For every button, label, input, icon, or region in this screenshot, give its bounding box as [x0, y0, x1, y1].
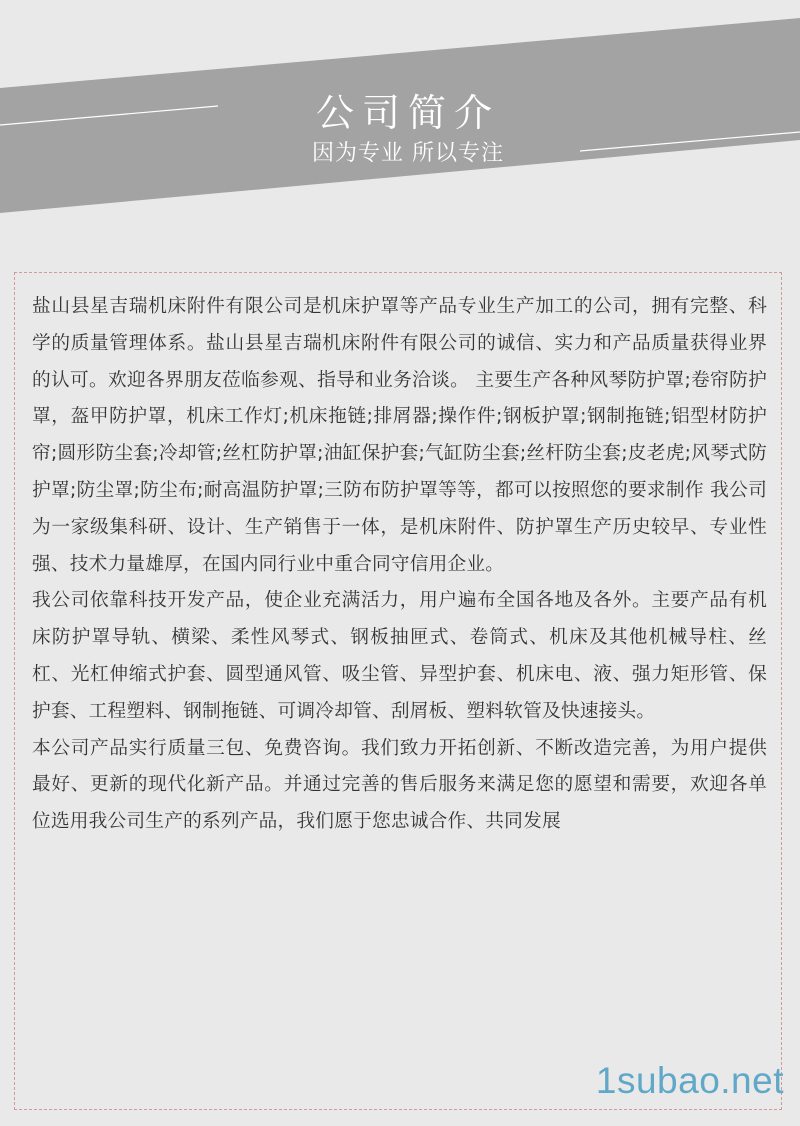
site-watermark: 1subao.net [595, 1060, 784, 1101]
page-subtitle: 因为专业 所以专注 [312, 141, 504, 166]
company-intro-box [14, 272, 782, 1110]
intro-paragraph: 盐山县星吉瑞机床附件有限公司是机床护罩等产品专业生产加工的公司，拥有完整、科学的质量管理体系。盐山县星吉瑞机床附件有限公司的诚信、实力和产品质量获得业界的认可。欢迎各界朋友莅临参观、指导和业务洽谈。 主要生产各种风琴防护罩;卷帘防护罩，盔甲防护罩，机床工作灯;机床拖链;排屑器;操作件;钢板护罩;钢制拖链;铝型材防护帘;圆形防尘套;冷却管;丝杠防护罩;油缸保护套;气缸防尘套;丝杆防尘套;皮老虎;风琴式防护罩;防尘罩;防尘布;耐高温防护罩;三防布防护罩等等，都可以按照您的要求制作 我公司为一家级集科研、设计、生产销售于一体，是机床附件、防护罩生产历史较早、专业性强、技术力量雄厚，在国内同行业中重合同守信用企业。 [32, 296, 767, 575]
intro-paragraph: 我公司依靠科技开发产品，使企业充满活力，用户遍布全国各地及各外。主要产品有机床防护罩导轨、横梁、柔性风琴式、钢板抽匣式、卷筒式、机床及其他机械导柱、丝杠、光杠伸缩式护套、圆型通风管、吸尘管、异型护套、机床电、液、强力矩形管、保护套、工程塑料、钢制拖链、可调冷却管、刮屑板、塑料软管及快速接头。 [32, 590, 767, 722]
intro-paragraph: 本公司产品实行质量三包、免费咨询。我们致力开拓创新、不断改造完善，为用户提供最好、更新的现代化新产品。并通过完善的售后服务来满足您的愿望和需要，欢迎各单位选用我公司生产的系列产品，我们愿于您忠诚合作、共同发展 [32, 737, 767, 833]
page-title: 公司简介 [315, 91, 500, 135]
